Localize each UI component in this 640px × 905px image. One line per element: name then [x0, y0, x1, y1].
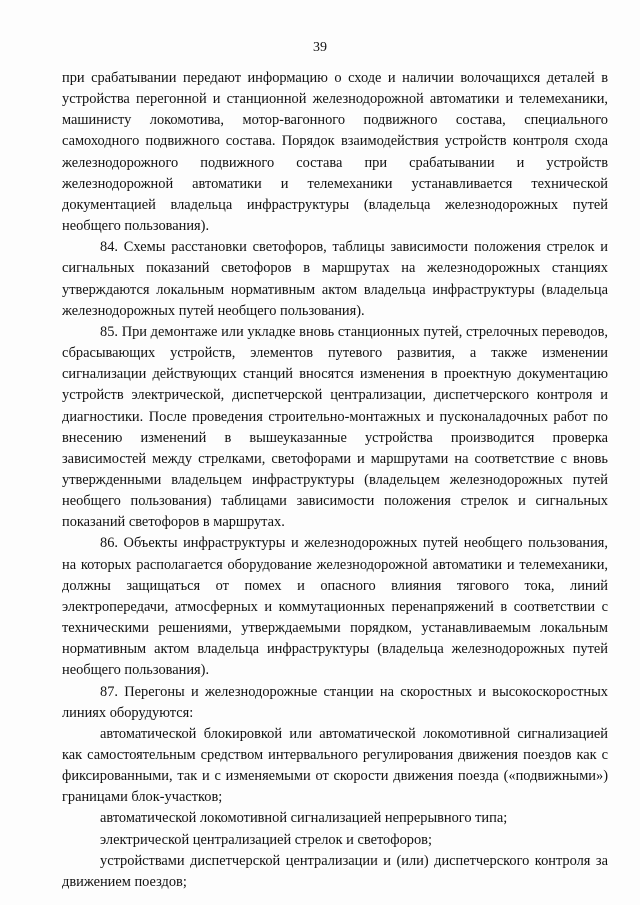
paragraph-86: 86. Объекты инфраструктуры и железнодорожных путей необщего пользования, на которых располагается оборудование железнодорожной автоматики и телемеханики, должны защищаться от помех и опасного влияния тягового тока, линий электропередачи, атмосферных и коммутационных перенапряжений в соответствии с техническими решениями, утверждаемыми порядком, устанавливаемым локальным нормативным актом владельца инфраструктуры (владельца железнодорожных путей необщего пользования).: [62, 535, 608, 679]
list-item: электрической централизацией стрелок и светофоров;: [100, 831, 432, 848]
paragraph-continuation: при срабатывании передают информацию о сходе и наличии волочащихся деталей в устройства перегонной и станционной железнодорожной автоматики и телемеханики, машинисту локомотива, мотор-вагонного подвижного состава, специального самоходного подвижного состава. Порядок взаимодействия устройств контроля схода железнодорожного подвижного состава при срабатывании и устройств железнодорожной автоматики и телемеханики устанавливается технической документацией владельца инфраструктуры (владельца железнодорожных путей необщего пользования).: [62, 70, 608, 235]
paragraph-85: 85. При демонтаже или укладке вновь станционных путей, стрелочных переводов, сбрасывающих устройств, элементов путевого развития, а также изменении сигнализации действующих станций вносятся изменения в проектную документацию устройств электрической, диспетчерской централизации, диспетчерского контроля и диагностики. После проведения строительно-монтажных и пусконаладочных работ по внесению изменений в вышеуказанные устройства производится проверка зависимостей между стрелками, светофорами и маршрутами на соответствие с вновь утвержденными владельцем инфраструктуры (владельцем железнодорожных путей необщего пользования) таблицами зависимости положения стрелок и сигнальных показаний светофоров в маршрутах.: [62, 323, 608, 531]
page-number: 39: [313, 40, 327, 55]
list-item: автоматической блокировкой или автоматической локомотивной сигнализацией как самостоятельным средством интервального регулирования движения поездов как с фиксированными, так и с изменяемыми от скорости движения поезда («подвижными») границами блок-участков;: [62, 725, 608, 806]
paragraph-87: 87. Перегоны и железнодорожные станции на скоростных и высокоскоростных линиях оборудуются:: [62, 683, 608, 721]
document-body: [62, 68, 608, 893]
paragraph-84: 84. Схемы расстановки светофоров, таблицы зависимости положения стрелок и сигнальных показаний светофоров в маршрутах на железнодорожных станциях утверждаются локальным нормативным актом владельца инфраструктуры (владельца железнодорожных путей необщего пользования).: [62, 239, 608, 319]
list-item: автоматической локомотивной сигнализацией непрерывного типа;: [100, 810, 508, 827]
list-item: устройствами диспетчерской централизации и (или) диспетчерского контроля за движением поездов;: [62, 852, 608, 890]
